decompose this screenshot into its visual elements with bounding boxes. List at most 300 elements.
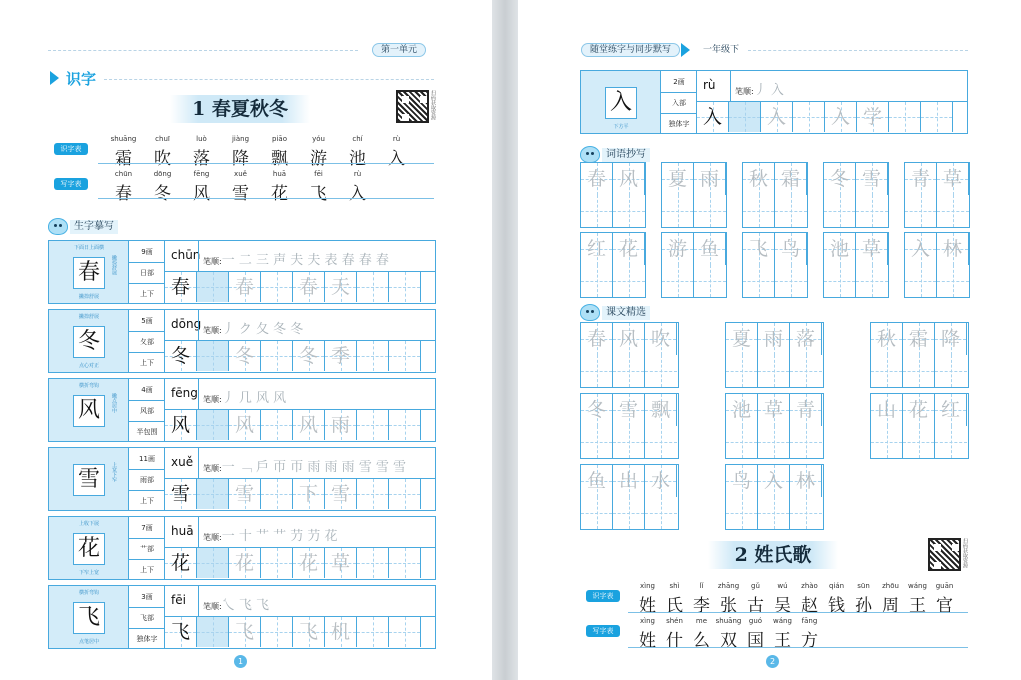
tian-cell[interactable]: 游 bbox=[662, 233, 694, 265]
tian-cell[interactable]: 红 bbox=[935, 394, 967, 426]
radical-text: 日部 bbox=[140, 269, 154, 277]
copy-word-grid[interactable] bbox=[904, 232, 970, 298]
arrow-icon bbox=[50, 71, 59, 85]
tian-cell[interactable] bbox=[613, 265, 645, 297]
pinyin-syllable: jiàng bbox=[231, 135, 250, 143]
character-block bbox=[48, 378, 436, 442]
practice-cell[interactable] bbox=[389, 617, 421, 647]
practice-cell[interactable]: 春 bbox=[165, 272, 197, 302]
tian-cell[interactable]: 落 bbox=[790, 323, 822, 355]
stroke-sequence: 一 十 艹 艹 芀 芀 花 bbox=[221, 529, 338, 544]
copy-word-grid[interactable] bbox=[823, 232, 889, 298]
tian-cell[interactable]: 鸟 bbox=[726, 465, 758, 497]
tian-cell[interactable]: 鱼 bbox=[694, 233, 726, 265]
tian-cell[interactable]: 入 bbox=[758, 465, 790, 497]
practice-cell[interactable] bbox=[261, 410, 293, 440]
tian-cell[interactable] bbox=[662, 265, 694, 297]
hanzi-char: 国 bbox=[747, 631, 764, 651]
stroke-order: 笔顺:一 十 艹 艹 芀 芀 花 bbox=[203, 529, 338, 544]
practice-grid[interactable] bbox=[165, 617, 421, 647]
practice-cell[interactable] bbox=[197, 410, 229, 440]
tian-cell[interactable]: 霜 bbox=[775, 163, 807, 195]
model-char-panel bbox=[581, 71, 661, 133]
hanzi-char: 花 bbox=[271, 184, 288, 204]
practice-cell[interactable]: 花 bbox=[293, 548, 325, 578]
model-char: 风 bbox=[73, 395, 105, 427]
practice-cell[interactable]: 飞 bbox=[229, 617, 261, 647]
tian-cell[interactable] bbox=[790, 497, 822, 529]
tian-cell[interactable] bbox=[581, 355, 613, 387]
pinyin-syllable: luò bbox=[196, 135, 207, 143]
right-page bbox=[518, 0, 1021, 680]
strokes-text: 11画 bbox=[139, 455, 155, 463]
model-char-panel bbox=[49, 379, 129, 441]
character-block bbox=[48, 516, 436, 580]
practice-cell[interactable]: 冬 bbox=[293, 341, 325, 371]
pinyin-syllable: wáng bbox=[908, 582, 927, 590]
pinyin-syllable: zhōu bbox=[882, 582, 899, 590]
practice-cell[interactable] bbox=[261, 548, 293, 578]
tian-cell[interactable] bbox=[758, 355, 790, 387]
practice-cell[interactable]: 季 bbox=[325, 341, 357, 371]
tian-cell[interactable]: 花 bbox=[613, 233, 645, 265]
practice-cell[interactable]: 天 bbox=[325, 272, 357, 302]
hanzi-char: 吴 bbox=[774, 596, 791, 616]
model-char-panel bbox=[49, 310, 129, 372]
structure-text: 半包围 bbox=[136, 428, 158, 436]
hanzi-char: 钱 bbox=[828, 596, 845, 616]
practice-grid[interactable] bbox=[165, 479, 421, 509]
tian-cell[interactable] bbox=[613, 195, 645, 227]
strokes-text: 2画 bbox=[673, 78, 685, 86]
pinyin-syllable: rù bbox=[353, 170, 362, 178]
pinyin-text: rù bbox=[703, 78, 716, 92]
tian-cell[interactable] bbox=[935, 426, 967, 458]
radical-text: 风部 bbox=[140, 407, 154, 415]
pinyin-syllable: xuě bbox=[234, 170, 247, 178]
mascot-icon bbox=[580, 304, 600, 321]
stroke-sequence: 一 ﹁ 戶 帀 帀 雨 雨 雨 雪 雪 雪 bbox=[221, 460, 407, 475]
tian-cell[interactable]: 春 bbox=[581, 323, 613, 355]
practice-cell[interactable]: 下 bbox=[293, 479, 325, 509]
copy-word-grid[interactable] bbox=[580, 232, 646, 298]
pinyin-text: chūn bbox=[171, 248, 201, 262]
strokes-text: 7画 bbox=[141, 524, 153, 532]
tian-cell[interactable] bbox=[694, 265, 726, 297]
tian-cell[interactable] bbox=[871, 426, 903, 458]
phrase-grid[interactable] bbox=[580, 464, 679, 530]
practice-cell[interactable] bbox=[197, 341, 229, 371]
tian-cell[interactable]: 池 bbox=[726, 394, 758, 426]
hanzi-char: 孙 bbox=[855, 596, 872, 616]
info-column bbox=[129, 586, 165, 648]
tian-cell[interactable]: 林 bbox=[937, 233, 969, 265]
model-char-panel bbox=[49, 448, 129, 510]
tian-cell[interactable]: 秋 bbox=[743, 163, 775, 195]
tian-cell[interactable] bbox=[775, 265, 807, 297]
tian-cell[interactable]: 吹 bbox=[645, 323, 677, 355]
tian-cell[interactable] bbox=[743, 195, 775, 227]
practice-cell[interactable] bbox=[921, 102, 953, 132]
practice-cell[interactable] bbox=[357, 341, 389, 371]
pinyin-syllable: chuī bbox=[155, 135, 170, 143]
strokes-text: 4画 bbox=[141, 386, 153, 394]
top-hint: 横折弯钩 bbox=[78, 383, 99, 389]
tian-cell[interactable] bbox=[726, 355, 758, 387]
pinyin-syllable: guān bbox=[935, 582, 954, 590]
character-block bbox=[48, 240, 436, 304]
model-char: 入 bbox=[605, 87, 637, 119]
left-page bbox=[0, 0, 492, 680]
tian-cell[interactable] bbox=[613, 497, 645, 529]
mascot-icon bbox=[48, 218, 68, 235]
tian-cell[interactable]: 秋 bbox=[871, 323, 903, 355]
stroke-order: 笔顺:一 ﹁ 戶 帀 帀 雨 雨 雨 雪 雪 雪 bbox=[203, 460, 407, 475]
hanzi-char: 官 bbox=[936, 596, 953, 616]
recognize-label: 识字表 bbox=[586, 590, 620, 602]
tian-cell[interactable]: 风 bbox=[613, 163, 645, 195]
pinyin-syllable: huā bbox=[272, 170, 287, 178]
practice-grid[interactable] bbox=[165, 410, 421, 440]
tian-cell[interactable]: 水 bbox=[645, 465, 677, 497]
practice-cell[interactable] bbox=[357, 548, 389, 578]
tian-cell[interactable]: 飘 bbox=[645, 394, 677, 426]
stroke-sequence: 乀 飞 飞 bbox=[221, 598, 269, 613]
hanzi-char: 雪 bbox=[232, 184, 249, 204]
model-char: 飞 bbox=[73, 602, 105, 634]
tian-cell[interactable] bbox=[790, 355, 822, 387]
tian-cell[interactable]: 雨 bbox=[694, 163, 726, 195]
practice-grid[interactable] bbox=[697, 102, 953, 132]
stroke-order: 笔顺:丿 入 bbox=[735, 83, 784, 98]
practice-cell[interactable] bbox=[261, 341, 293, 371]
qr-code-icon[interactable] bbox=[928, 538, 961, 571]
tian-cell[interactable] bbox=[871, 355, 903, 387]
hanzi-char: 什 bbox=[666, 631, 683, 651]
pinyin-syllable: wáng bbox=[773, 617, 792, 625]
tian-cell[interactable] bbox=[726, 497, 758, 529]
hanzi-char: 古 bbox=[747, 596, 764, 616]
practice-cell[interactable] bbox=[357, 272, 389, 302]
grade-tag: 一年级下 bbox=[694, 43, 748, 57]
model-char: 春 bbox=[73, 257, 105, 289]
practice-cell[interactable]: 雪 bbox=[325, 479, 357, 509]
practice-cell[interactable] bbox=[357, 410, 389, 440]
tian-cell[interactable] bbox=[856, 265, 888, 297]
tian-cell[interactable] bbox=[937, 195, 969, 227]
copy-word-grid[interactable] bbox=[580, 162, 646, 228]
tian-cell[interactable]: 雨 bbox=[758, 323, 790, 355]
tian-cell[interactable]: 青 bbox=[905, 163, 937, 195]
practice-cell[interactable] bbox=[389, 548, 421, 578]
tian-cell[interactable] bbox=[581, 426, 613, 458]
practice-cell[interactable] bbox=[357, 617, 389, 647]
tian-cell[interactable]: 冬 bbox=[824, 163, 856, 195]
tian-cell[interactable]: 花 bbox=[903, 394, 935, 426]
phrase-grid[interactable] bbox=[725, 393, 824, 459]
hanzi-char: 落 bbox=[193, 149, 210, 169]
practice-cell[interactable] bbox=[197, 479, 229, 509]
tian-cell[interactable] bbox=[581, 195, 613, 227]
tian-cell[interactable]: 降 bbox=[935, 323, 967, 355]
hanzi-char: 风 bbox=[193, 184, 210, 204]
practice-grid[interactable] bbox=[165, 272, 421, 302]
tian-cell[interactable]: 草 bbox=[937, 163, 969, 195]
tian-cell[interactable]: 雪 bbox=[856, 163, 888, 195]
pinyin-syllable: fēng bbox=[193, 170, 210, 178]
tian-cell[interactable] bbox=[645, 426, 677, 458]
pinyin-syllable: sūn bbox=[857, 582, 870, 590]
tian-cell[interactable] bbox=[726, 426, 758, 458]
arrow-icon bbox=[681, 43, 690, 57]
mascot-icon bbox=[580, 146, 600, 163]
tian-cell[interactable] bbox=[905, 265, 937, 297]
practice-cell[interactable]: 草 bbox=[325, 548, 357, 578]
practice-cell[interactable]: 花 bbox=[165, 548, 197, 578]
phrase-grid[interactable] bbox=[580, 393, 679, 459]
practice-cell[interactable]: 风 bbox=[293, 410, 325, 440]
practice-cell[interactable]: 冬 bbox=[165, 341, 197, 371]
page-number: 2 bbox=[766, 655, 779, 668]
structure-text: 独体字 bbox=[668, 120, 690, 128]
phrase-grid[interactable] bbox=[580, 322, 679, 388]
tian-cell[interactable] bbox=[645, 497, 677, 529]
stroke-order: 笔顺:一 二 三 声 夫 夫 表 春 春 春 bbox=[203, 253, 389, 268]
tian-cell[interactable]: 鱼 bbox=[581, 465, 613, 497]
tian-cell[interactable] bbox=[694, 195, 726, 227]
stroke-order: 笔顺:乀 飞 飞 bbox=[203, 598, 269, 613]
hanzi-char: 池 bbox=[349, 149, 366, 169]
practice-cell[interactable] bbox=[389, 341, 421, 371]
copy-word-grid[interactable] bbox=[661, 232, 727, 298]
qr-caption: 扫码获取资源 bbox=[430, 90, 436, 120]
practice-grid[interactable] bbox=[165, 341, 421, 371]
tian-cell[interactable]: 青 bbox=[790, 394, 822, 426]
practice-cell[interactable] bbox=[357, 479, 389, 509]
practice-cell[interactable] bbox=[197, 548, 229, 578]
tian-cell[interactable]: 入 bbox=[905, 233, 937, 265]
practice-cell[interactable]: 机 bbox=[325, 617, 357, 647]
copy-word-grid[interactable] bbox=[742, 162, 808, 228]
structure-text: 上下 bbox=[140, 497, 154, 505]
tian-cell[interactable] bbox=[758, 497, 790, 529]
model-char-panel bbox=[49, 586, 129, 648]
phrase-grid[interactable] bbox=[870, 393, 969, 459]
pinyin-syllable: dōng bbox=[153, 170, 172, 178]
character-block bbox=[580, 70, 968, 134]
pinyin-syllable: qián bbox=[828, 582, 845, 590]
hanzi-char: 冬 bbox=[154, 184, 171, 204]
tian-cell[interactable]: 林 bbox=[790, 465, 822, 497]
tian-cell[interactable] bbox=[937, 265, 969, 297]
pinyin-syllable: chí bbox=[352, 135, 363, 143]
hanzi-char: 赵 bbox=[801, 596, 818, 616]
pinyin-syllable: wú bbox=[777, 582, 788, 590]
practice-cell[interactable] bbox=[889, 102, 921, 132]
side-hint: 撇点居中 bbox=[111, 393, 117, 413]
tian-cell[interactable]: 山 bbox=[871, 394, 903, 426]
tian-cell[interactable] bbox=[935, 355, 967, 387]
info-column bbox=[129, 379, 165, 441]
tian-cell[interactable]: 飞 bbox=[743, 233, 775, 265]
practice-cell[interactable]: 花 bbox=[229, 548, 261, 578]
tian-cell[interactable] bbox=[662, 195, 694, 227]
hanzi-char: 霜 bbox=[115, 149, 132, 169]
model-char-panel bbox=[49, 241, 129, 303]
practice-cell[interactable]: 春 bbox=[293, 272, 325, 302]
pinyin-syllable: xìng bbox=[640, 582, 655, 590]
hanzi-char: 李 bbox=[693, 596, 710, 616]
tian-cell[interactable]: 池 bbox=[824, 233, 856, 265]
tian-cell[interactable] bbox=[581, 497, 613, 529]
hanzi-char: 姓 bbox=[639, 631, 656, 651]
pinyin-syllable: shuāng bbox=[110, 135, 137, 143]
copy-word-grid[interactable] bbox=[742, 232, 808, 298]
tian-cell[interactable]: 冬 bbox=[581, 394, 613, 426]
practice-cell[interactable] bbox=[389, 479, 421, 509]
stroke-sequence: 丿 ク 夂 冬 冬 bbox=[221, 322, 304, 337]
practice-cell[interactable] bbox=[389, 272, 421, 302]
practice-cell[interactable]: 学 bbox=[857, 102, 889, 132]
pinyin-syllable: fāng bbox=[801, 617, 818, 625]
tian-cell[interactable]: 草 bbox=[758, 394, 790, 426]
tian-cell[interactable] bbox=[581, 265, 613, 297]
pinyin-syllable: rù bbox=[392, 135, 401, 143]
practice-cell[interactable] bbox=[729, 102, 761, 132]
pinyin-syllable: yóu bbox=[312, 135, 325, 143]
tian-cell[interactable]: 鸟 bbox=[775, 233, 807, 265]
practice-cell[interactable] bbox=[793, 102, 825, 132]
practice-cell[interactable]: 入 bbox=[697, 102, 729, 132]
copy-word-grid[interactable] bbox=[661, 162, 727, 228]
tian-cell[interactable] bbox=[903, 355, 935, 387]
tian-cell[interactable] bbox=[775, 195, 807, 227]
bottom-hint: 下方平 bbox=[613, 124, 629, 130]
tian-cell[interactable]: 春 bbox=[581, 163, 613, 195]
character-block bbox=[48, 447, 436, 511]
practice-cell[interactable]: 雪 bbox=[165, 479, 197, 509]
phrase-grid[interactable] bbox=[725, 322, 824, 388]
hanzi-char: 氏 bbox=[666, 596, 683, 616]
practice-cell[interactable]: 风 bbox=[229, 410, 261, 440]
top-hint: 下面日上面横 bbox=[73, 245, 104, 251]
tian-cell[interactable] bbox=[903, 426, 935, 458]
hanzi-char: 王 bbox=[774, 631, 791, 651]
practice-cell[interactable]: 飞 bbox=[165, 617, 197, 647]
recognize-label: 识字表 bbox=[54, 143, 88, 155]
stroke-order: 笔顺:丿 几 风 风 bbox=[203, 391, 287, 406]
hanzi-char: 游 bbox=[310, 149, 327, 169]
top-hint: 上收下展 bbox=[78, 521, 99, 527]
tian-cell[interactable] bbox=[613, 426, 645, 458]
practice-cell[interactable]: 春 bbox=[229, 272, 261, 302]
tian-cell[interactable]: 红 bbox=[581, 233, 613, 265]
practice-cell[interactable]: 入 bbox=[761, 102, 793, 132]
hanzi-char: 双 bbox=[720, 631, 737, 651]
phrase-grid[interactable] bbox=[870, 322, 969, 388]
model-char: 冬 bbox=[73, 326, 105, 358]
practice-cell[interactable] bbox=[261, 617, 293, 647]
practice-cell[interactable] bbox=[261, 479, 293, 509]
unit-tag: 第一单元 bbox=[372, 43, 426, 57]
practice-cell[interactable] bbox=[389, 410, 421, 440]
side-hint: 撇捺舒展 bbox=[111, 255, 117, 275]
info-column bbox=[129, 310, 165, 372]
model-char: 雪 bbox=[73, 464, 105, 496]
info-column bbox=[661, 71, 697, 133]
bottom-hint: 下窄上宽 bbox=[78, 570, 99, 576]
tian-cell[interactable] bbox=[645, 355, 677, 387]
hanzi-char: 飞 bbox=[310, 184, 327, 204]
tian-cell[interactable] bbox=[824, 265, 856, 297]
practice-cell[interactable]: 飞 bbox=[293, 617, 325, 647]
text-heading: 课文精选 bbox=[580, 304, 650, 321]
structure-text: 上下 bbox=[140, 359, 154, 367]
practice-cell[interactable]: 风 bbox=[165, 410, 197, 440]
practice-cell[interactable] bbox=[261, 272, 293, 302]
tian-cell[interactable]: 草 bbox=[856, 233, 888, 265]
practice-cell[interactable]: 冬 bbox=[229, 341, 261, 371]
tian-cell[interactable]: 霜 bbox=[903, 323, 935, 355]
copy-word-grid[interactable] bbox=[904, 162, 970, 228]
stroke-sequence: 一 二 三 声 夫 夫 表 春 春 春 bbox=[221, 253, 389, 268]
tian-cell[interactable] bbox=[790, 426, 822, 458]
tian-cell[interactable]: 雪 bbox=[613, 394, 645, 426]
copy-heading: 词语抄写 bbox=[580, 146, 650, 163]
hanzi-char: 张 bbox=[720, 596, 737, 616]
character-block bbox=[48, 585, 436, 649]
tian-cell[interactable] bbox=[905, 195, 937, 227]
practice-cell[interactable] bbox=[197, 272, 229, 302]
tian-cell[interactable]: 风 bbox=[613, 323, 645, 355]
tian-cell[interactable] bbox=[856, 195, 888, 227]
pinyin-syllable: lǐ bbox=[699, 582, 704, 590]
pinyin-syllable: me bbox=[695, 617, 708, 625]
tian-cell[interactable]: 出 bbox=[613, 465, 645, 497]
tian-cell[interactable] bbox=[743, 265, 775, 297]
top-hint: 横折弯钩 bbox=[78, 590, 99, 596]
strokes-text: 5画 bbox=[141, 317, 153, 325]
practice-cell[interactable]: 雨 bbox=[325, 410, 357, 440]
tian-cell[interactable] bbox=[613, 355, 645, 387]
info-column bbox=[129, 241, 165, 303]
copy-word-grid[interactable] bbox=[823, 162, 889, 228]
tian-cell[interactable]: 夏 bbox=[662, 163, 694, 195]
write-label: 写字表 bbox=[586, 625, 620, 637]
phrase-grid[interactable] bbox=[725, 464, 824, 530]
hanzi-char: 吹 bbox=[154, 149, 171, 169]
write-label: 写字表 bbox=[54, 178, 88, 190]
practice-grid[interactable] bbox=[165, 548, 421, 578]
hanzi-char: 入 bbox=[388, 149, 405, 169]
tian-cell[interactable]: 夏 bbox=[726, 323, 758, 355]
practice-cell[interactable]: 雪 bbox=[229, 479, 261, 509]
qr-code-icon[interactable] bbox=[396, 90, 429, 123]
pinyin-syllable: zhāng bbox=[717, 582, 740, 590]
lesson2-title: 2 姓氏歌 bbox=[708, 541, 838, 569]
tian-cell[interactable] bbox=[758, 426, 790, 458]
pinyin-text: fēi bbox=[171, 593, 186, 607]
practice-cell[interactable] bbox=[197, 617, 229, 647]
hanzi-char: 周 bbox=[882, 596, 899, 616]
sub-heading: 生字摹写 bbox=[48, 218, 118, 235]
bottom-hint: 点心对正 bbox=[78, 363, 99, 369]
hanzi-char: 飘 bbox=[271, 149, 288, 169]
tian-cell[interactable] bbox=[824, 195, 856, 227]
character-block bbox=[48, 309, 436, 373]
practice-cell[interactable]: 入 bbox=[825, 102, 857, 132]
header-tag: 随堂练字与同步默写 bbox=[581, 43, 680, 57]
